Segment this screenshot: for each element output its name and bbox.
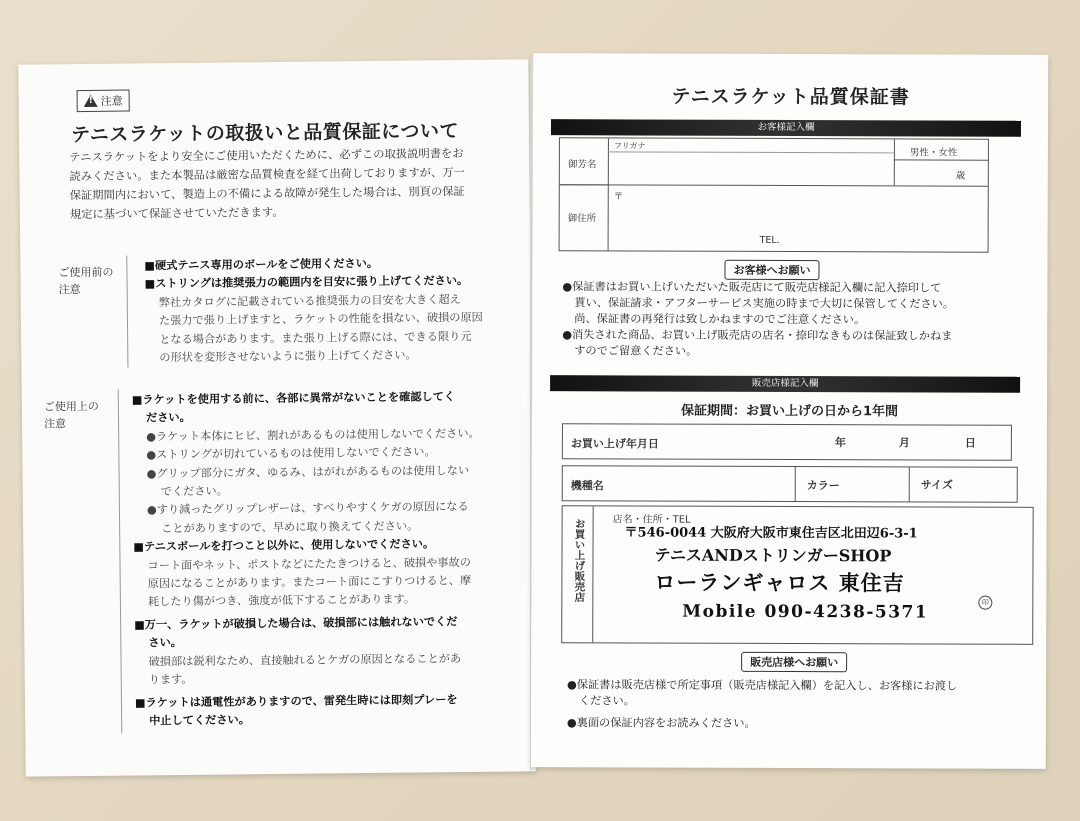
section-label-before-use: ご使用前の 注意 [58,265,114,297]
page-title: テニスラケットの取扱いと品質保証について [70,120,460,147]
right-page [531,53,1048,769]
warranty-title: テニスラケット品質保証書 [671,85,910,109]
color-label: カラー [806,479,840,493]
store-request-heading: 販売店様へお願い [741,652,847,672]
customer-section-banner: お客様記入欄 [551,119,1021,137]
store-section-banner: 販売店様記入欄 [550,375,1020,393]
store-field-label: 店名・住所・TEL [612,514,691,526]
caution-badge [77,90,130,113]
warning-icon [84,95,98,107]
furigana-label: フリガナ [613,141,646,151]
intro-paragraph: テニスラケットをより安全にご使用いただくために、必ずこの取扱説明書をお読みください。また本製品は厳密な品質検査を経て出荷しておりますが、万一保証期間内において、製造上の不備による故障が発生した場合は、別頁の保証規定に基づいて保証させていただきます。 [69,147,465,222]
age-label: 歳 [955,170,966,182]
left-page [18,59,535,776]
store-notes: ●保証書は販売店様で所定事項（販売店様記入欄）を記入し、お客様にお渡し ください。 ●裏面の保証内容をお読みください。 [566,678,958,730]
postal-mark: 〒 [613,191,624,203]
stamp-address: 〒546-0044 大阪府大阪市東住吉区北田辺6-3-1 [624,525,918,542]
customer-info-box [559,137,989,253]
section-label-during-use: ご使用上の 注意 [43,399,99,431]
section-before-use: ■硬式テニス専用のボールをご使用ください。 ■ストリングは推奨張力の範囲内を目安に張り上げてください。 弊社カタログに記載されている推奨張力の目安を大きく超え た張力で張り上げますと、ラケットの性能を損ない、破損の原因 となる場合があります。また張り上げる際には、できる限り元 の形状を変形させないように張り上げてください。 [144,256,483,365]
tel-label: TEL. [759,234,780,246]
purchase-date-field[interactable]: お買い上げ年月日 年 月 日 [562,423,1012,461]
address-label: 御住所 [567,213,597,225]
gender-options[interactable]: 男性・女性 [909,147,958,159]
name-label: 御芳名 [567,159,597,171]
section-divider [118,390,123,734]
stamp-store-name: ローランギャロス 東住吉 [654,569,905,596]
customer-notes: ●保証書はお買い上げいただいた販売店にて販売店様記入欄に記入捺印して 貰い、保証請求・アフターサービス実施の時まで大切に保管してください。 尚、保証書の再発行は致しかねますのでご注意ください。 ●消失された商品、お買い上げ販売店の店名・捺印なきものは保証致しかねま すのでご留意ください。 [562,280,954,358]
section-during-use: ■ラケットを使用する前に、各部に異常がないことを確認してく ださい。 ●ラケット本体にヒビ、割れがあるものは使用しないでください。 ●ストリングが切れているものは使用しないでください。 ●グリップ部分にガタ、ゆるみ、はがれがあるものは使用しない でください。 ●すり減ったグリップレザーは、すべりやすくケガの原因になる ことがありますので、早めに取り換えてください。 ■テニスボールを打つこと以外に、使用しないでください。 コート面やネット、ポストなどにたたきつけると、破損や事故の 原因になることがあります。またコート面にこすりつけると、摩 耗したり傷がつき、強度が低下することがあります。 ■万一、ラケットが破損した場合は、破損部には触れないでくだ さい。 破損部は鋭利なため、直接触れるとケガの原因となることがあ ります。 ■ラケットは通電性がありますので、雷発生時には即刻プレーを 中止してください。 [131,390,480,728]
model-info-row [562,465,1018,503]
section-divider [126,256,128,368]
stamp-phone: Mobile 090-4238-5371 [682,601,929,623]
model-label: 機種名 [570,479,604,493]
seal-mark: 印 [978,596,992,610]
store-stamp-box [561,505,1033,645]
warranty-period: 保証期間：お買い上げの日から1年間 [680,403,899,420]
caution-label: 注意 [100,94,123,108]
customer-request-heading: お客様へお願い [724,260,819,280]
size-label: サイズ [920,478,953,492]
store-vertical-label: お買い上げ販売店 [573,518,586,603]
stamp-shop-name: テニスANDストリンガーSHOP [654,545,892,566]
